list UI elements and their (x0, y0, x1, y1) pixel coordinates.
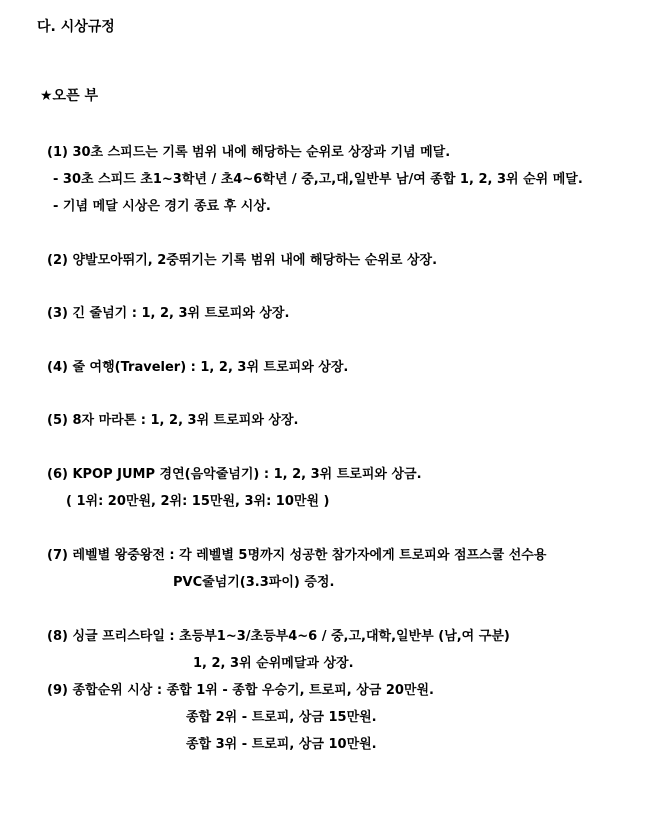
rule-item-9-line-2: 종합 2위 - 트로피, 상금 15만원. (186, 710, 377, 725)
rule-item-8-continued: 1, 2, 3위 순위메달과 상장. (193, 656, 354, 671)
rule-item-9: (9) 종합순위 시상 : 종합 1위 - 종합 우승기, 트로피, 상금 20만원. (47, 683, 434, 698)
open-division-heading: ★오픈 부 (40, 88, 98, 104)
rule-item-1-sub-2: - 기념 메달 시상은 경기 종료 후 시상. (53, 199, 271, 214)
rule-item-9-line-3: 종합 3위 - 트로피, 상금 10만원. (186, 737, 377, 752)
rule-item-4: (4) 줄 여행(Traveler) : 1, 2, 3위 트로피와 상장. (47, 360, 349, 375)
rule-item-1: (1) 30초 스피드는 기록 범위 내에 해당하는 순위로 상장과 기념 메달. (47, 145, 451, 160)
section-title: 다. 시상규정 (37, 19, 115, 35)
rule-item-7: (7) 레벨별 왕중왕전 : 각 레벨별 5명까지 성공한 참가자에게 트로피와 점프스쿨 선수용 (47, 548, 547, 563)
rule-item-5: (5) 8자 마라톤 : 1, 2, 3위 트로피와 상장. (47, 413, 299, 428)
rule-item-8: (8) 싱글 프리스타일 : 초등부1~3/초등부4~6 / 중,고,대학,일반부 (남,여 구분) (47, 629, 510, 644)
rule-item-2: (2) 양발모아뛰기, 2중뛰기는 기록 범위 내에 해당하는 순위로 상장. (47, 253, 438, 268)
rule-item-7-continued: PVC줄넘기(3.3파이) 증정. (173, 575, 335, 590)
rule-item-1-sub-1: - 30초 스피드 초1~3학년 / 초4~6학년 / 중,고,대,일반부 남/여 종합 1, 2, 3위 순위 메달. (53, 172, 583, 187)
rule-item-6-prizes: ( 1위: 20만원, 2위: 15만원, 3위: 10만원 ) (66, 494, 330, 509)
rule-item-3: (3) 긴 줄넘기 : 1, 2, 3위 트로피와 상장. (47, 306, 290, 321)
rule-item-6: (6) KPOP JUMP 경연(음악줄넘기) : 1, 2, 3위 트로피와 상금. (47, 467, 422, 482)
